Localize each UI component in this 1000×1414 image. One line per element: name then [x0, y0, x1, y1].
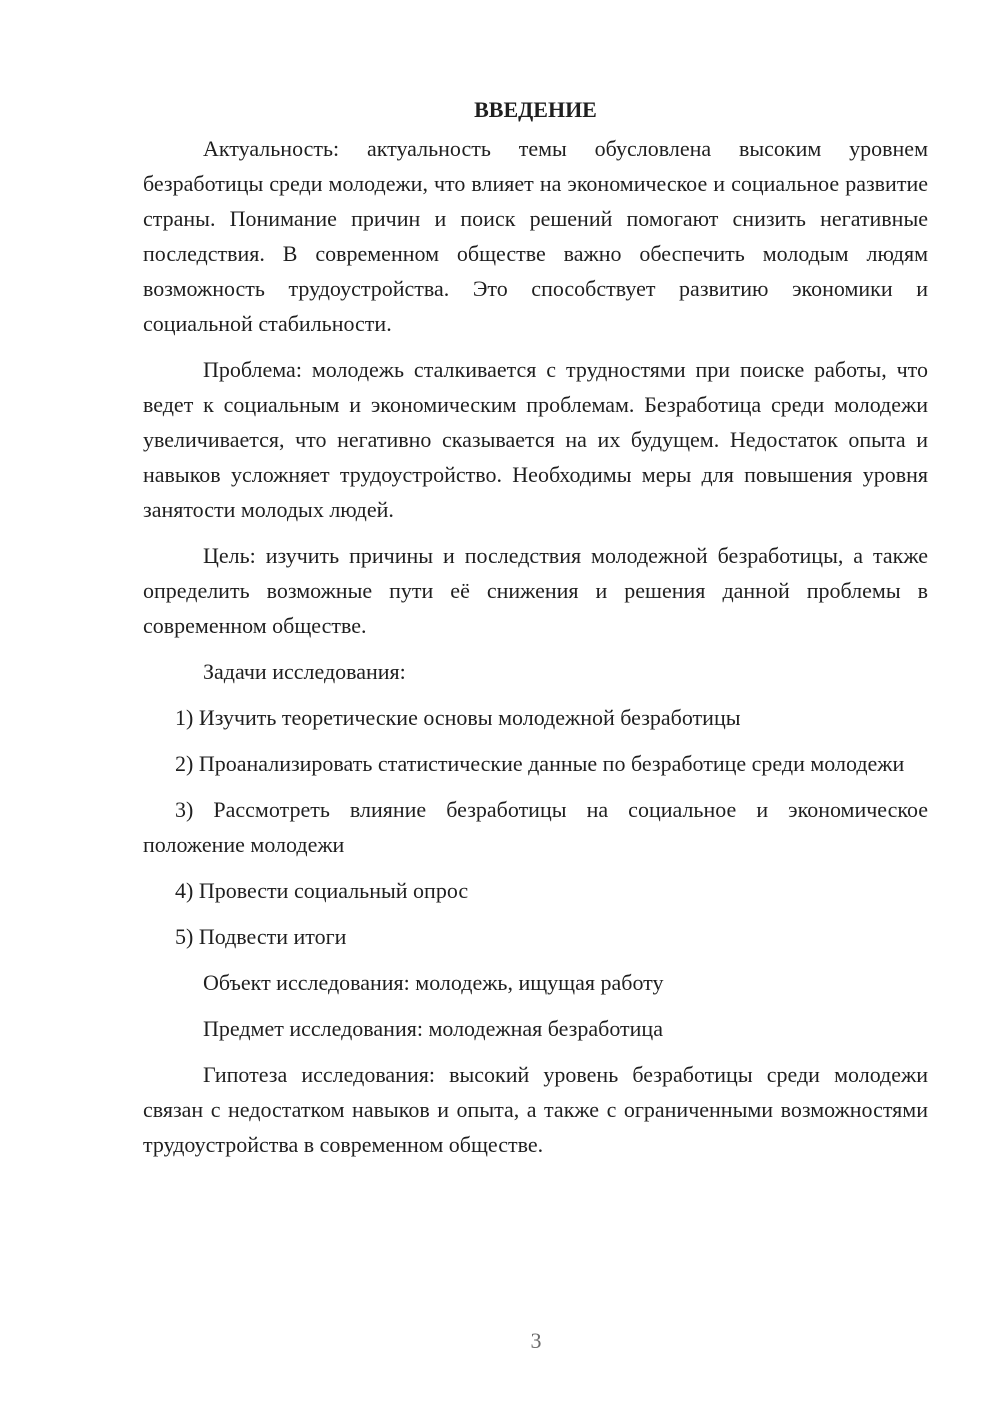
task-item: 5) Подвести итоги [175, 924, 347, 949]
task-item: 4) Провести социальный опрос [175, 878, 469, 903]
subject-paragraph: Предмет исследования: молодежная безработица [203, 1016, 663, 1041]
tasks-heading: Задачи исследования: [203, 659, 406, 684]
task-item: 1) Изучить теоретические основы молодежной безработицы [175, 705, 741, 730]
goal-paragraph: Цель: изучить причины и последствия молодежной безработицы, а также определить возможные пути её снижения и решения данной проблемы в современном обществе. [143, 543, 928, 638]
task-item: 2) Проанализировать статистические данные по безработице среди молодежи [175, 751, 905, 776]
relevance-paragraph: Актуальность: актуальность темы обусловлена высоким уровнем безработицы среди молодежи, что влияет на экономическое и социальное развитие страны. Понимание причин и поиск решений помогают снизить негативные последствия. В современном обществе важно обеспечить молодым людям возможность трудоустройства. Это способствует развитию экономики и социальной стабильности. [143, 136, 928, 336]
document-page [143, 92, 928, 1173]
object-paragraph: Объект исследования: молодежь, ищущая работу [203, 970, 664, 995]
problem-paragraph: Проблема: молодежь сталкивается с трудностями при поиске работы, что ведет к социальным и экономическим проблемам. Безработица среди молодежи увеличивается, что негативно сказывается на их будущем. Недостаток опыта и навыков усложняет трудоустройство. Необходимы меры для повышения уровня занятости молодых людей. [143, 357, 928, 522]
page-number: 3 [530, 1328, 542, 1353]
section-title: ВВЕДЕНИЕ [474, 97, 597, 122]
hypothesis-paragraph: Гипотеза исследования: высокий уровень безработицы среди молодежи связан с недостатком навыков и опыта, а также с ограниченными возможностями трудоустройства в современном обществе. [143, 1062, 928, 1157]
task-item: 3) Рассмотреть влияние безработицы на социальное и экономическое положение молодежи [143, 797, 928, 857]
